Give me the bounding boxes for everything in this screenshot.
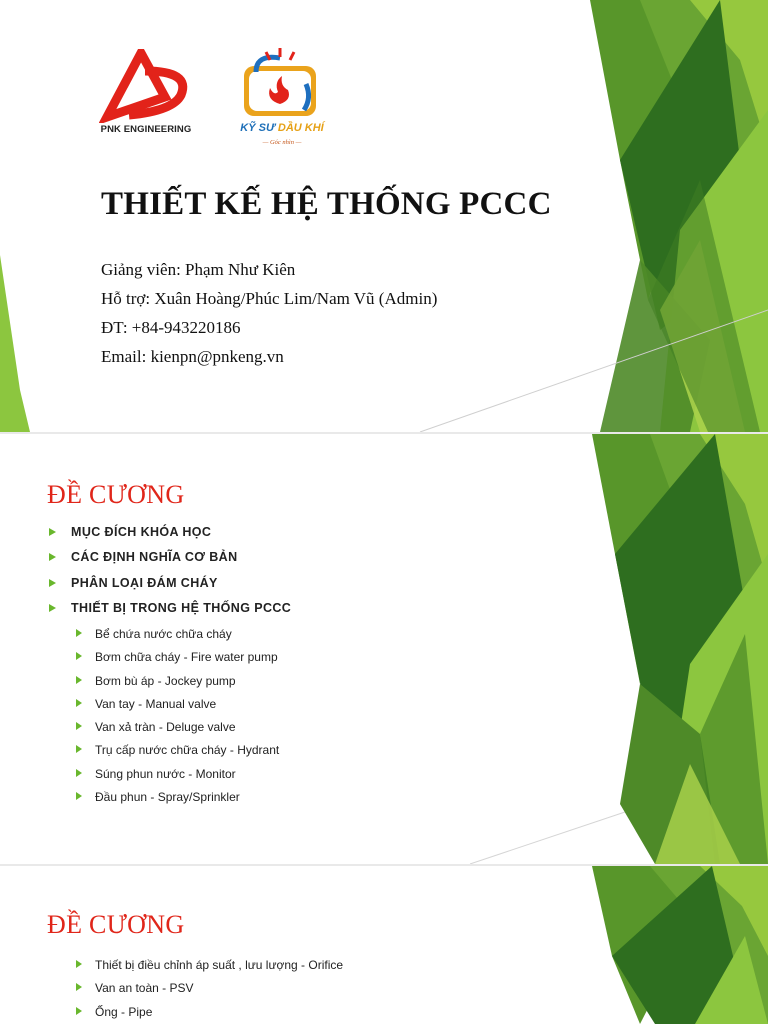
ksdk-emblem-icon	[226, 44, 338, 124]
bullet-arrow-icon	[76, 676, 82, 684]
list-item: CÁC ĐỊNH NGHĨA CƠ BẢN	[49, 550, 291, 575]
lecturer-line: Giảng viên: Phạm Như Kiên	[101, 260, 296, 279]
list-item: MỤC ĐÍCH KHÓA HỌC	[49, 525, 291, 550]
course-title: THIẾT KẾ HỆ THỐNG PCCC	[101, 186, 552, 222]
bullet-arrow-icon	[49, 528, 56, 536]
contact-info	[101, 260, 437, 376]
bullet-arrow-icon	[76, 983, 82, 991]
outline-heading: ĐỀ CƯƠNG	[47, 910, 185, 939]
bullet-arrow-icon	[76, 960, 82, 968]
equipment-sub-list	[76, 627, 279, 813]
list-item: Bơm chữa cháy - Fire water pump	[76, 650, 279, 673]
bullet-arrow-icon	[76, 722, 82, 730]
outline-heading: ĐỀ CƯƠNG	[47, 480, 185, 509]
bullet-arrow-icon	[76, 652, 82, 660]
bullet-arrow-icon	[76, 699, 82, 707]
bullet-arrow-icon	[76, 792, 82, 800]
main-topic-list	[49, 525, 291, 626]
bullet-arrow-icon	[49, 553, 56, 561]
list-item: Van xả tràn - Deluge valve	[76, 720, 279, 743]
ksdk-logo-subtitle: — Góc nhìn —	[262, 139, 302, 146]
pnk-logo-text: PNK ENGINEERING	[100, 124, 192, 135]
bullet-arrow-icon	[49, 579, 56, 587]
list-item: Bơm bù áp - Jockey pump	[76, 674, 279, 697]
bullet-arrow-icon	[76, 1007, 82, 1015]
equipment-sub-list	[76, 958, 343, 1024]
email-line: Email: kienpn@pnkeng.vn	[101, 347, 284, 366]
bullet-arrow-icon	[76, 629, 82, 637]
outline-slide-2[interactable]	[0, 866, 768, 1024]
list-item: Van an toàn - PSV	[76, 981, 343, 1004]
phone-line: ĐT: +84-943220186	[101, 318, 241, 337]
ky-su-dau-khi-logo	[226, 44, 338, 156]
list-item: PHÂN LOẠI ĐÁM CHÁY	[49, 576, 291, 601]
list-item: Ống - Pipe	[76, 1005, 343, 1024]
bullet-arrow-icon	[76, 745, 82, 753]
ksdk-logo-text: KỸ SƯ DẦU KHÍ	[240, 122, 324, 134]
title-slide[interactable]	[0, 0, 768, 432]
pnk-engineering-logo	[96, 47, 196, 147]
bullet-arrow-icon	[76, 769, 82, 777]
support-line: Hỗ trợ: Xuân Hoàng/Phúc Lim/Nam Vũ (Admin)	[101, 289, 438, 308]
outline-slide-1[interactable]	[0, 434, 768, 864]
list-item: Trụ cấp nước chữa cháy - Hydrant	[76, 743, 279, 766]
list-item: Thiết bị điều chỉnh áp suất , lưu lượng - Orifice	[76, 958, 343, 981]
bullet-arrow-icon	[49, 604, 56, 612]
pnk-triangle-icon	[99, 49, 193, 123]
list-item: Đầu phun - Spray/Sprinkler	[76, 790, 279, 813]
list-item: Van tay - Manual valve	[76, 697, 279, 720]
list-item: THIẾT BỊ TRONG HỆ THỐNG PCCC	[49, 601, 291, 626]
list-item: Bể chứa nước chữa cháy	[76, 627, 279, 650]
list-item: Súng phun nước - Monitor	[76, 767, 279, 790]
